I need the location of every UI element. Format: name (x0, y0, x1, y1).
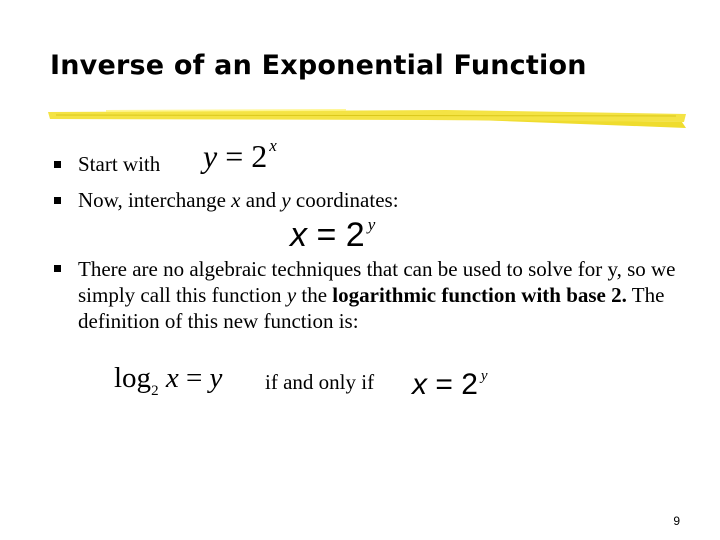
bullet-square-icon (54, 197, 61, 204)
bullet-3-text: There are no algebraic techniques that can be used to solve for y, so we simply call this function y the logarithmic function with base 2. The definition of this new function is: (78, 257, 676, 333)
eq2-exponent: y (367, 215, 376, 234)
def-right-exponent: y (480, 368, 488, 384)
log-argument: x (165, 362, 179, 394)
def-left-equals: = (185, 362, 203, 394)
connector-text: if and only if (265, 370, 375, 394)
def-right-equals: = (435, 368, 453, 401)
def-right-base: 2 (461, 368, 478, 401)
def-left-rhs: y (209, 362, 223, 394)
bullet-square-icon (54, 265, 61, 272)
log-fn: log (114, 362, 152, 394)
slide-title: Inverse of an Exponential Function (50, 50, 587, 81)
title-underline (46, 102, 686, 132)
bullet-2-text: Now, interchange x and y coordinates: (78, 188, 399, 212)
eq1-lhs: y (203, 138, 218, 174)
eq1-base: 2 (251, 138, 268, 174)
equation-log2-x-equals-y (114, 362, 223, 399)
bullet-1-text: Start with (78, 152, 161, 176)
eq2-base: 2 (345, 216, 365, 254)
equation-def-x-equals-2-pow-y (412, 368, 488, 402)
eq1-exponent: x (269, 136, 277, 155)
eq1-equals: = (225, 138, 244, 174)
def-right-lhs: x (412, 368, 427, 401)
bullet-square-icon (54, 161, 61, 168)
log-base-subscript: 2 (151, 383, 159, 399)
equation-x-equals-2-pow-y (290, 215, 376, 255)
equation-y-equals-2-pow-x (203, 138, 275, 175)
page-number: 9 (673, 514, 680, 528)
eq2-equals: = (316, 216, 337, 254)
eq2-lhs: x (290, 216, 307, 254)
